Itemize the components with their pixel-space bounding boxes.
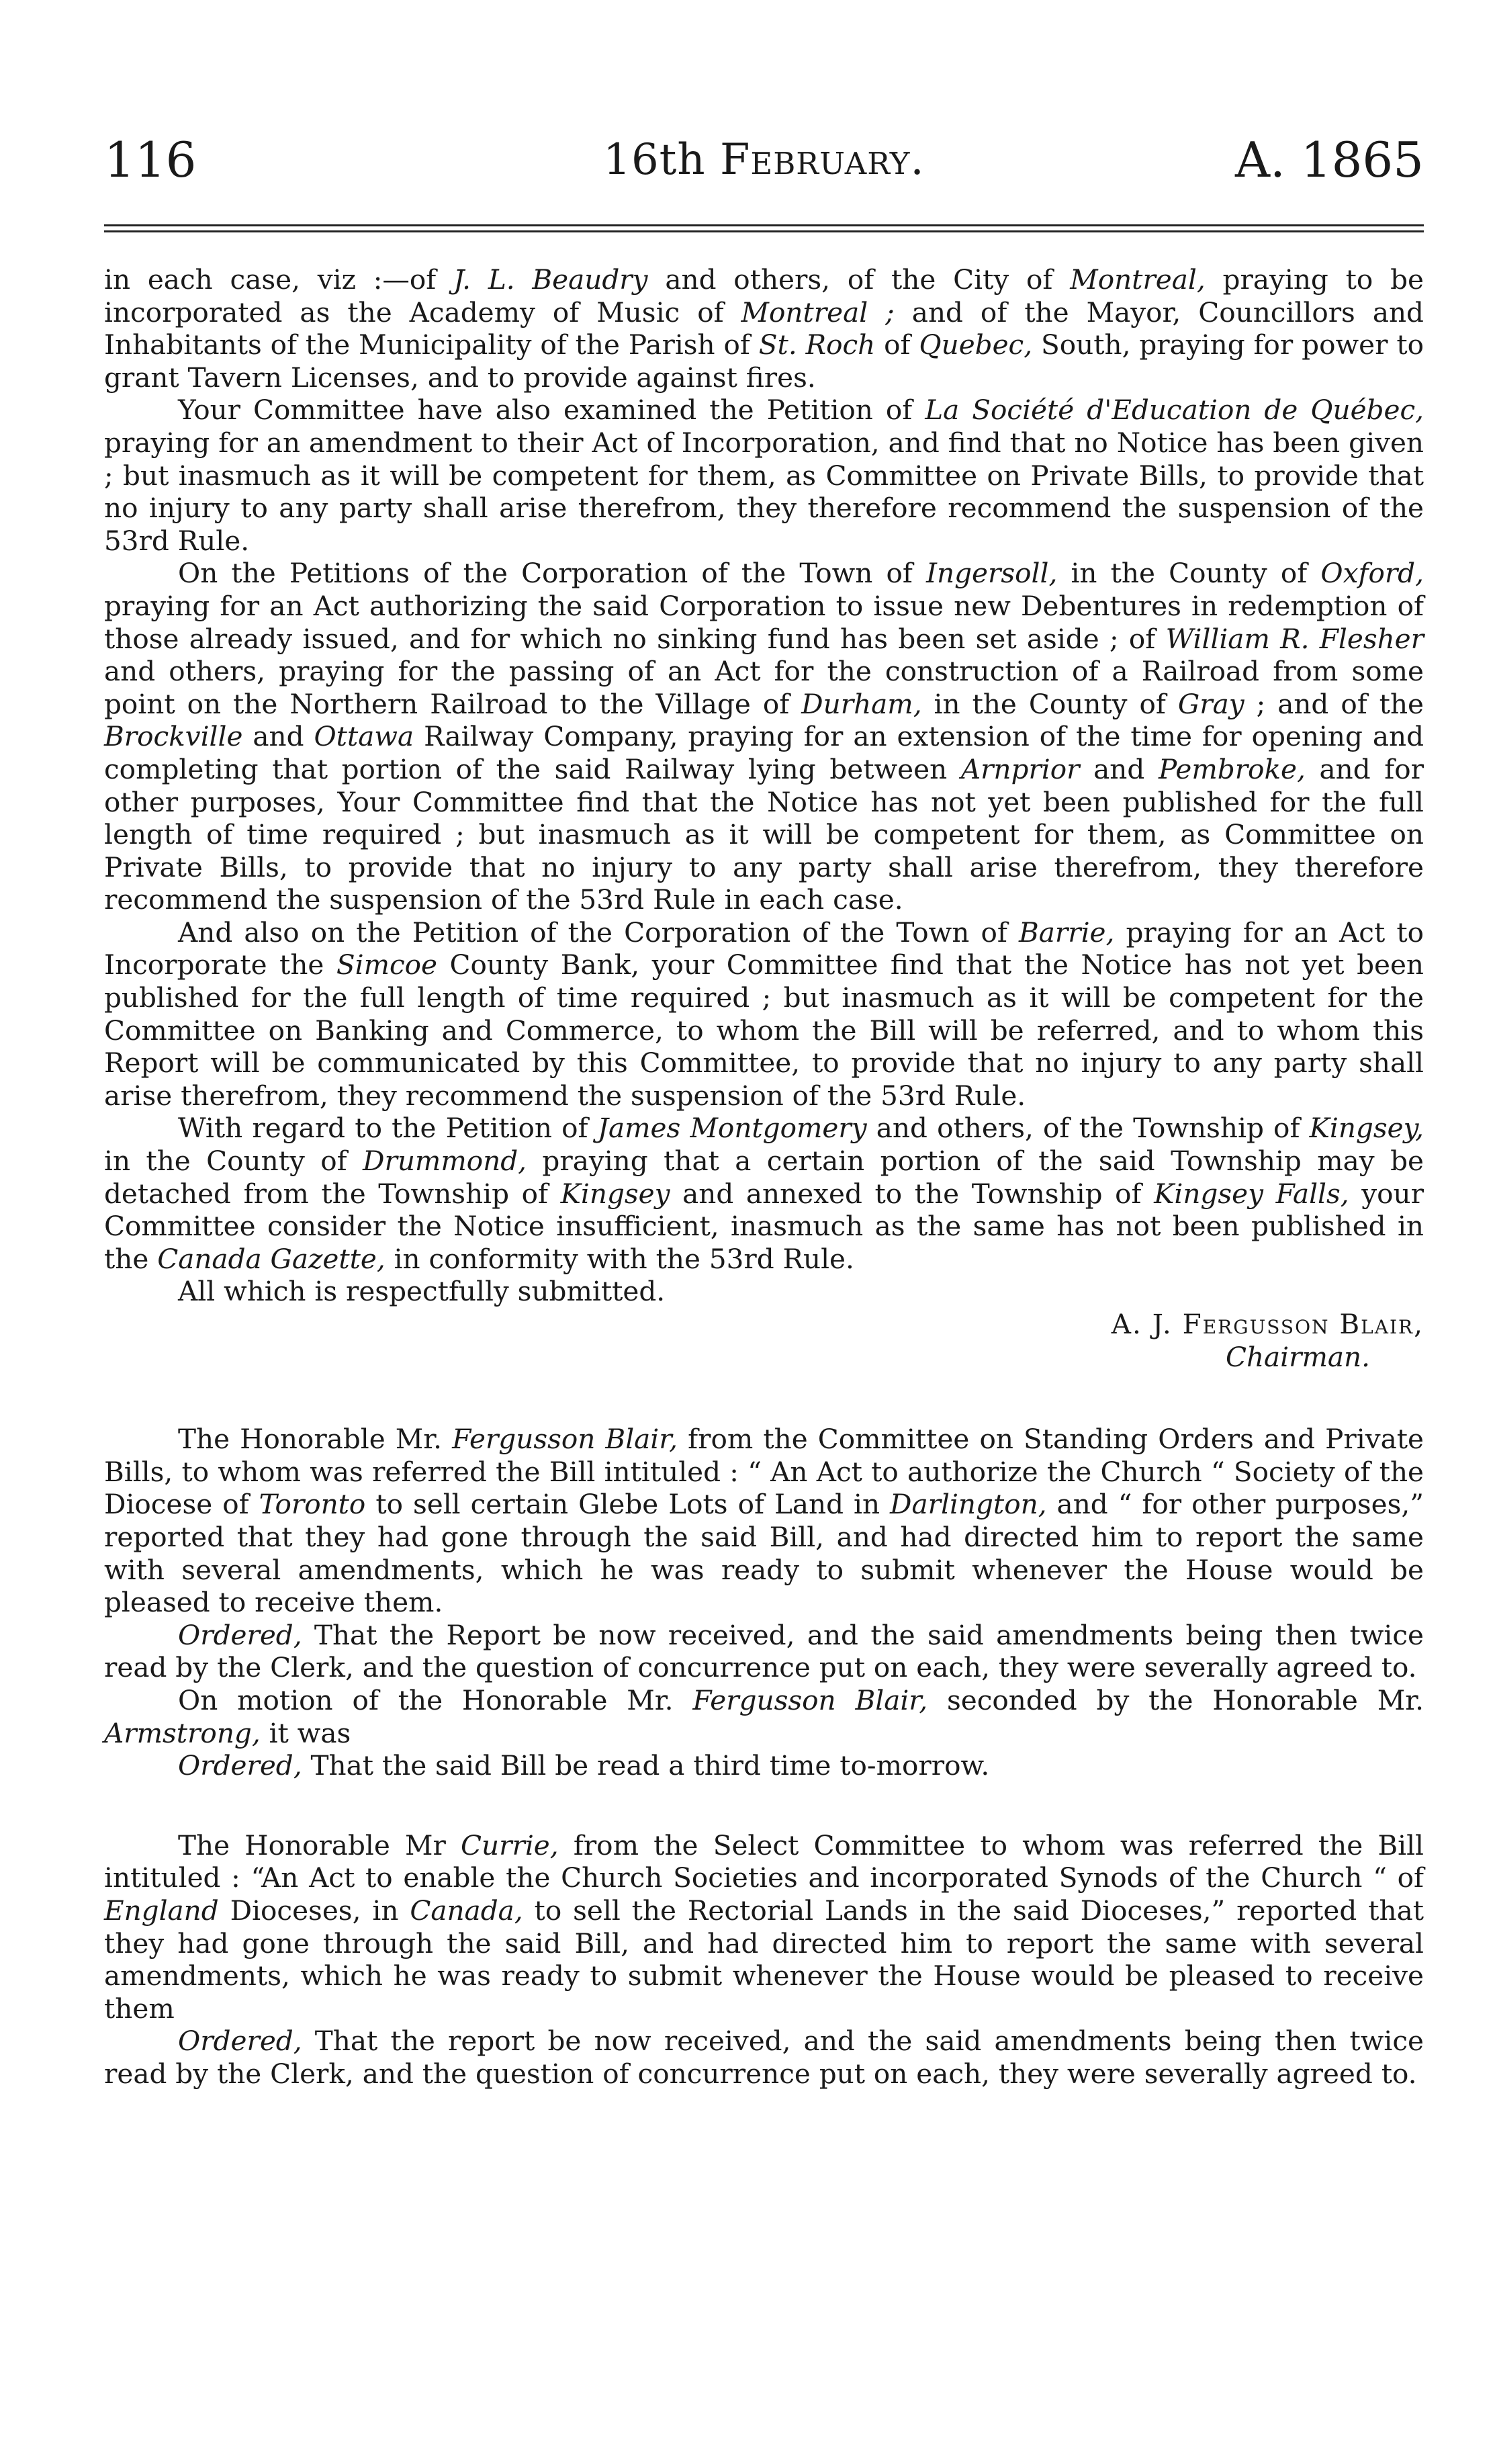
paragraph: And also on the Petition of the Corporation of the Town of Barrie, praying for an Act to Incorporate the Simcoe County Bank, your Committee find that the Notice has not yet been published for the full length of time required ; but inasmuch as it will be competent for the Committee on Banking and Commerce, to whom the Bill will be referred, and to whom this Report will be communicated by this Committee, to provide that no injury to any party shall arise therefrom, they recommend the suspension of the 53rd Rule. [104, 916, 1424, 1112]
year-label: A. 1865 [1234, 132, 1424, 188]
date-day: 16th [603, 135, 720, 185]
document-body [104, 263, 1424, 2090]
paragraph: Ordered, That the report be now received, and the said amendments being then twice read by the Clerk, and the question of concurrence put on each, they were severally agreed to. [104, 2025, 1424, 2090]
paragraph: The Honorable Mr Currie, from the Select Committee to whom was referred the Bill intituled : “An Act to enable the Church Societies and incorporated Synods of the Church “ of England Dioceses, in Canada, to sell the Rectorial Lands in the said Dioceses,” reported that they had gone through the said Bill, and had directed him to report the same with several amendments, which he was ready to submit whenever the House would be pleased to receive them [104, 1829, 1424, 2025]
header-rule-top [104, 224, 1424, 226]
paragraph: With regard to the Petition of James Montgomery and others, of the Township of Kingsey, in the County of Drummond, praying that a certain portion of the said Township may be detached from the Township of Kingsey and annexed to the Township of Kingsey Falls, your Committee consider the Notice insufficient, inasmuch as the same has not been published in the Canada Gazette, in conformity with the 53rd Rule. [104, 1112, 1424, 1275]
paragraph: On motion of the Honorable Mr. Fergusson Blair, seconded by the Honorable Mr. Armstrong, it was [104, 1683, 1424, 1749]
closing-line: All which is respectfully submitted. [178, 1275, 666, 1308]
page-date [104, 126, 1424, 193]
paragraph: On the Petitions of the Corporation of the Town of Ingersoll, in the County of Oxford, praying for an Act authorizing the said Corporation to issue new Debentures in redemption of those already issued, and for which no sinking fund has been set aside ; of William R. Flesher and others, praying for the passing of an Act for the construction of a Railroad from some point on the Northern Railroad to the Village of Durham, in the County of Gray ; and of the Brockville and Ottawa Railway Company, praying for an extension of the time for opening and completing that portion of the said Railway lying between Arnprior and Pembroke, and for other purposes, Your Committee find that the Notice has not yet been published for the full length of time required ; but inasmuch as it will be competent for them, as Committee on Private Bills, to provide that no injury to any party shall arise therefrom, they therefore recommend the suspension of the 53rd Rule in each case. [104, 557, 1424, 916]
paragraph: Ordered, That the said Bill be read a third time to-morrow. [178, 1749, 990, 1782]
paragraph: The Honorable Mr. Fergusson Blair, from the Committee on Standing Orders and Private Bills, to whom was referred the Bill intituled : “ An Act to authorize the Church “ Society of the Diocese of Toronto to sell certain Glebe Lots of Land in Darlington, and “ for other purposes,” reported that they had gone through the said Bill, and had directed him to report the same with several amendments, which he was ready to submit whenever the House would be pleased to receive them. [104, 1423, 1424, 1619]
section-gap [104, 1373, 1424, 1423]
page-header [104, 126, 1424, 200]
header-rule-bottom [104, 230, 1424, 232]
paragraph: Ordered, That the Report be now received, and the said amendments being then twice read by the Clerk, and the question of concurrence put on each, they were severally agreed to. [104, 1618, 1424, 1684]
signature-title: Chairman. [1225, 1340, 1370, 1373]
date-month: February. [719, 135, 925, 185]
paragraph: in each case, viz :—of J. L. Beaudry and others, of the City of Montreal, praying to be incorporated as the Academy of Music of Montreal ; and of the Mayor, Councillors and Inhabitants of the Municipality of the Parish of St. Roch of Quebec, South, praying for power to grant Tavern Licenses, and to provide against fires. [104, 263, 1424, 394]
section-gap [104, 1782, 1424, 1829]
paragraph: Your Committee have also examined the Petition of La Société d'Education de Québec, praying for an amendment to their Act of Incorporation, and find that no Notice has been given ; but inasmuch as it will be competent for them, as Committee on Private Bills, to provide that no injury to any party shall arise therefrom, they therefore recommend the suspension of the 53rd Rule. [104, 394, 1424, 557]
page-number: 116 [104, 132, 197, 188]
signature-name: A. J. Fergusson Blair, [1111, 1308, 1424, 1340]
